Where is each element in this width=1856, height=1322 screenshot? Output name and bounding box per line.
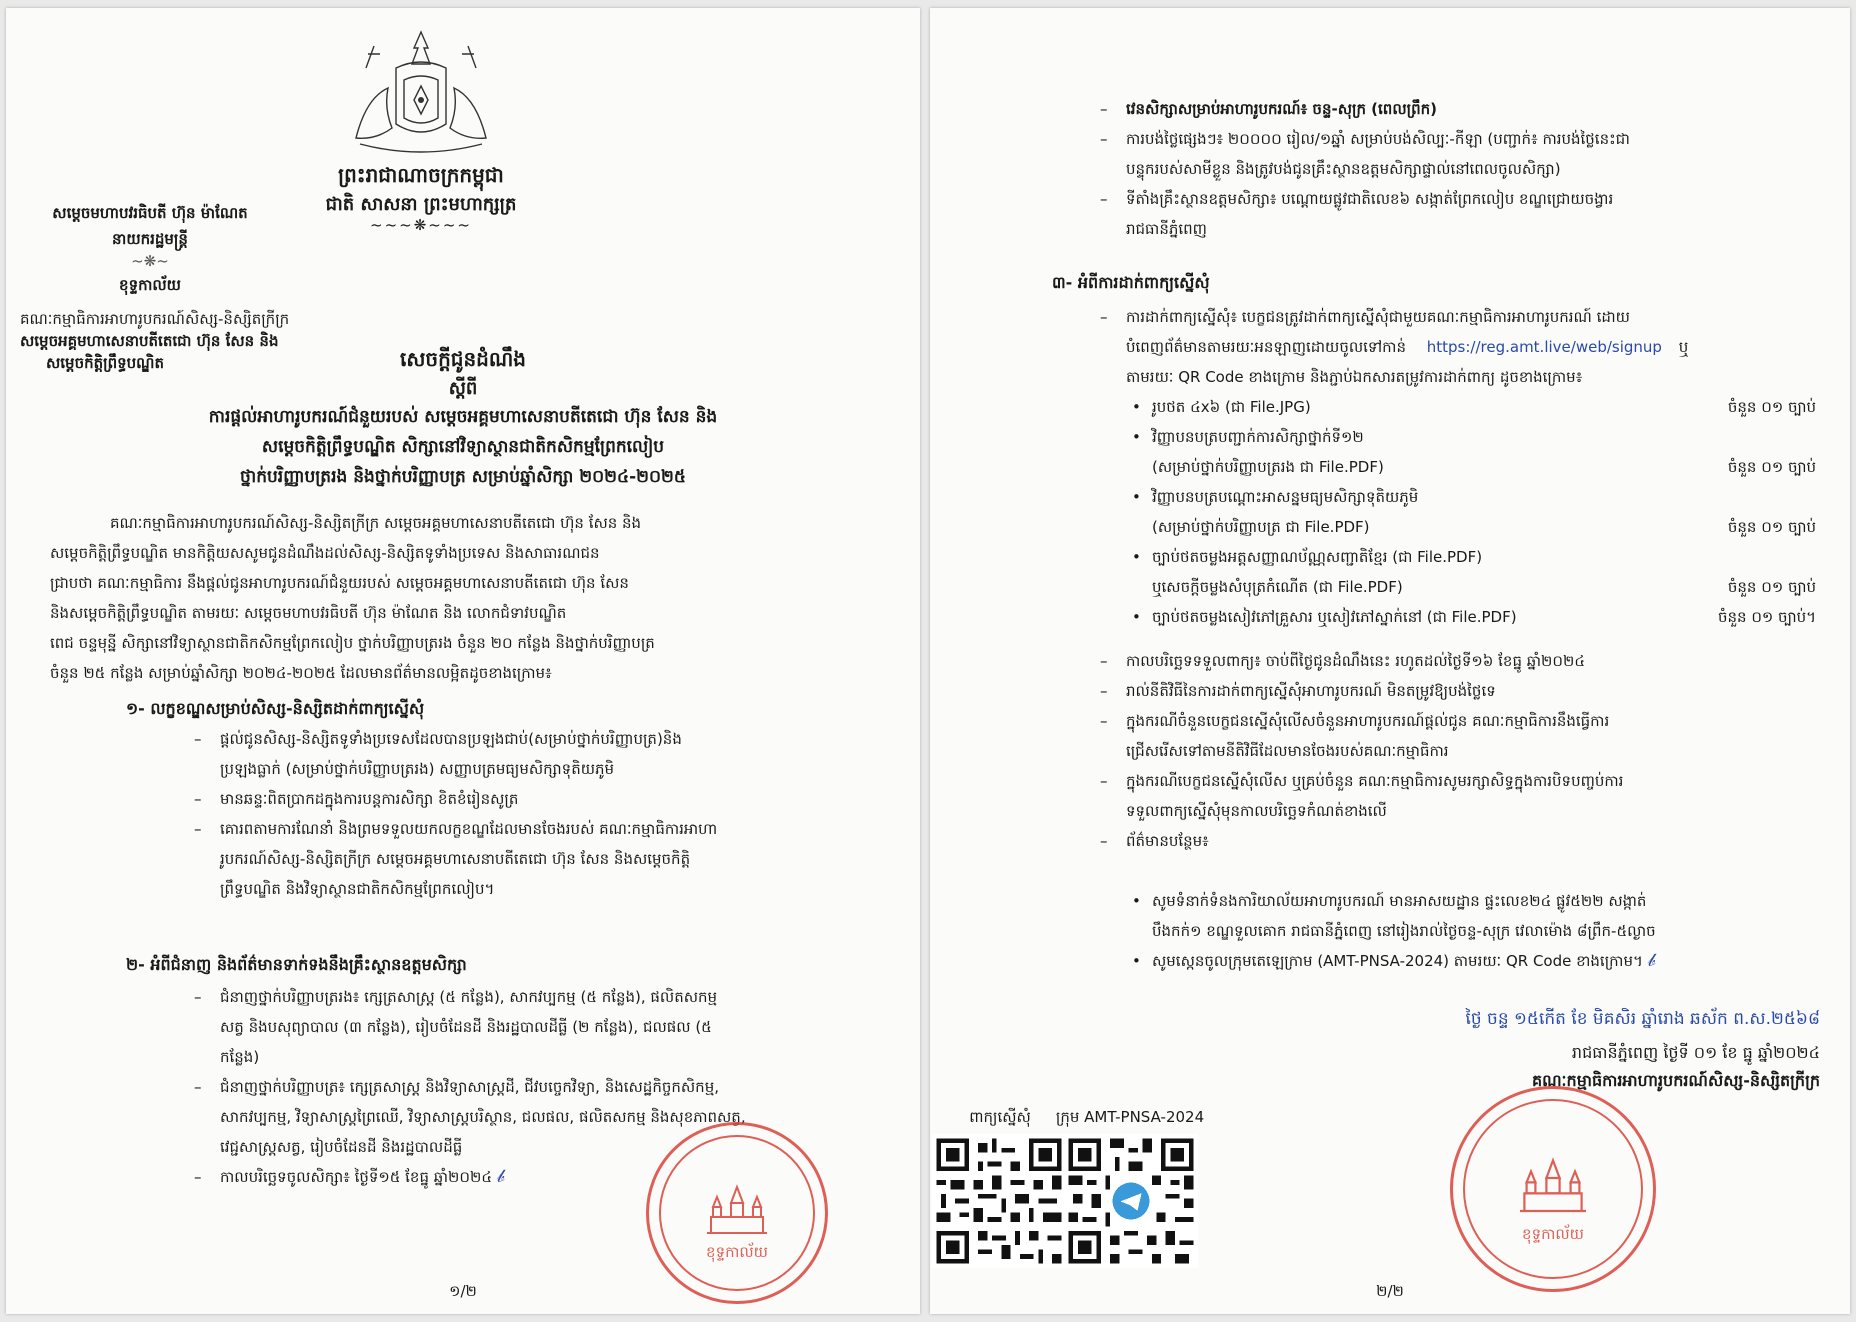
sender-line-5: សម្តេចអគ្គមហាសេនាបតីតេជោ ហ៊ុន សែន និង (20, 332, 279, 350)
qr-telegram-label: ក្រុម AMT-PNSA-2024 (1055, 1108, 1205, 1126)
apply-block (1100, 302, 1820, 392)
list-item (1100, 646, 1820, 676)
info-text: សូមស្កេនចូលក្រុមតេឡេក្រាម (AMT-PNSA-2024) តាមរយៈ QR Code ខាងក្រោម។ (1152, 952, 1643, 970)
sender-line-6: សម្តេចកិត្តិព្រឹទ្ធបណ្ឌិត (46, 354, 164, 372)
doc-item (1126, 542, 1816, 602)
doc-text: (សម្រាប់ថ្នាក់បរិញ្ញាបត្រ ជា File.PDF) (1152, 518, 1370, 536)
list-item (194, 724, 894, 784)
sender-line-1: សម្តេចមហាបវរធិបតី ហ៊ុន ម៉ាណែត (52, 204, 248, 222)
apply-link-line (1126, 332, 1820, 362)
qr-code-telegram-icon[interactable] (1064, 1134, 1198, 1268)
list-item-text: បំពេញព័ត៌មានតាមរយៈអនឡាញដោយចូលទៅកាន់ (1126, 338, 1406, 356)
notice-heading-3: ថ្នាក់បរិញ្ញាបត្ររង និងថ្នាក់បរិញ្ញាបត្រ សម្រាប់ឆ្នាំសិក្សា ២០២៤-២០២៥ (240, 467, 686, 487)
list-item-text: – ជំនាញថ្នាក់បរិញ្ញាបត្រ៖ ក្សេត្រសាស្ត្រ និងវិទ្យាសាស្ត្រដី, ជីវបច្ចេកវិទ្យា, និងសេដ្ឋកិច្ចកសិកម្ម, (220, 1078, 719, 1096)
info-text: • សូមទំនាក់ទំនងការិយាល័យអាហារូបករណ៍ មានអាសយដ្ឋាន ផ្ទះលេខ២៤ ផ្លូវ៥២២ សង្កាត់ (1152, 892, 1647, 910)
doc-text: (សម្រាប់ថ្នាក់បរិញ្ញាបត្ររង ជា File.PDF) (1152, 458, 1384, 476)
official-seal (646, 1122, 828, 1304)
sender-line-3: ខុទ្ទកាល័យ (119, 276, 181, 294)
doc-text: • ច្បាប់ថតចម្លងសៀវភៅគ្រួសារ ឬសៀវភៅស្នាក់នៅ (ជា File.PDF) (1152, 608, 1517, 626)
intro-paragraph (50, 508, 900, 688)
page-2 (930, 8, 1850, 1314)
list-item-text: – ការបង់ថ្លៃផ្សេងៗ៖ ២០០០០ រៀល/១ឆ្នាំ សម្រាប់បង់សិល្បៈ-កីឡា (បញ្ជាក់៖ ការបង់ថ្លៃនេះជា (1126, 130, 1630, 148)
page-1 (6, 8, 920, 1314)
list-item-text: ទទួលពាក្យស្នើសុំមុនកាលបរិច្ឆេទកំណត់ខាងលើ (1126, 802, 1387, 820)
qr-application-label: ពាក្យស្នើសុំ (969, 1108, 1031, 1126)
list-item-text: សត្វ និងបសុព្យាបាល (៣ កន្លែង), រៀបចំដែនដី និងរដ្ឋបាលដីធ្លី (២ កន្លែង), ជលផល (៥ (220, 1018, 712, 1036)
notice-heading-2: សម្តេចកិត្តិព្រឹទ្ធបណ្ឌិត សិក្សានៅវិទ្យាស្ថានជាតិកសិកម្មព្រែកលៀប (261, 437, 665, 457)
page-number: ១/២ (449, 1282, 477, 1300)
list-item-text: សាកវប្បកម្ម, វិទ្យាសាស្ត្រព្រៃឈើ, វិទ្យាសាស្ត្របរិស្ថាន, ជលផល, ផលិតសកម្ម និងសុខភាពសត្វ, (220, 1108, 746, 1126)
notice-subject: ស្តីពី (448, 378, 478, 399)
sender-ornament: ~❋~ (131, 252, 169, 270)
list-item-text: – វេនសិក្សាសម្រាប់អាហារូបករណ៍៖ ចន្ទ-សុក្រ (ពេលព្រឹក) (1126, 100, 1437, 118)
info-item (1126, 946, 1820, 976)
info-text: បឹងកក់១ ខណ្ឌទួលគោក រាជធានីភ្នំពេញ នៅរៀងរាល់ថ្ងៃចន្ទ-សុក្រ វេលាម៉ោង ៨ព្រឹក-៥ល្ងាច (1152, 922, 1656, 940)
intro-line: ជ្រាបថា គណៈកម្មាធិការ នឹងផ្តល់ជូនអាហារូបករណ៍ជំនួយរបស់ សម្តេចអគ្គមហាសេនាបតីតេជោ ហ៊ុន សែន (50, 574, 629, 592)
doc-text: • វិញ្ញាបនបត្របណ្តោះអាសន្នមធ្យមសិក្សាទុតិយភូមិ (1152, 488, 1419, 506)
list-item (1100, 124, 1820, 184)
doc-item (1126, 392, 1816, 422)
section-1-list (194, 724, 894, 904)
list-item (1100, 302, 1820, 392)
signatory: គណៈកម្មាធិការអាហារូបករណ៍សិស្ស-និស្សិតក្រីក្រ (1531, 1071, 1820, 1090)
ornament-divider: ~~~❋~~~ (370, 216, 472, 234)
list-item (1100, 826, 1820, 856)
doc-item (1126, 482, 1816, 542)
official-seal (1450, 1086, 1656, 1292)
intro-line: ពេជ ចន្ទមុន្នី សិក្សានៅវិទ្យាស្ថានជាតិកសិកម្មព្រែកលៀប ថ្នាក់បរិញ្ញាបត្ររង ចំនួន ២០ កន្លែង និងថ្នាក់បរិញ្ញាបត្រ (50, 634, 655, 652)
doc-qty: ចំនួន ០១ ច្បាប់ (1727, 398, 1816, 416)
kingdom-name: ព្រះរាជាណាចក្រកម្ពុជា (338, 163, 504, 187)
list-item-text: រូបករណ៍សិស្ស-និស្សិតក្រីក្រ សម្តេចអគ្គមហាសេនាបតីតេជោ ហ៊ុន សែន និងសម្តេចកិត្តិ (220, 850, 691, 868)
list-item (1100, 706, 1820, 766)
notice-heading-1: ការផ្តល់អាហារូបករណ៍ជំនួយរបស់ សម្តេចអគ្គមហាសេនាបតីតេជោ ហ៊ុន សែន និង (208, 407, 718, 427)
doc-text: • ច្បាប់ថតចម្លងអត្តសញ្ញាណប័ណ្ណសញ្ជាតិខ្មែរ (ជា File.PDF) (1152, 548, 1483, 566)
angkor-temple-icon (1508, 1156, 1598, 1222)
date-lunar: ថ្ងៃ ចន្ទ ១៥កើត ខែ មិគសិរ ឆ្នាំរោង ឆស័ក ព.ស.២៥៦៨ (1465, 1009, 1820, 1029)
list-item (1100, 676, 1820, 706)
royal-coat-of-arms-icon (336, 28, 506, 160)
list-item-text: – កាលបរិច្ឆេទទទួលពាក្យ៖ ចាប់ពីថ្ងៃជូនដំណឹងនេះ រហូតដល់ថ្ងៃទី១៦ ខែធ្នូ ឆ្នាំ២០២៤ (1126, 652, 1585, 670)
section-2-heading: ២- អំពីជំនាញ និងព័ត៌មានទាក់ទងនឹងគ្រឹះស្ថានឧត្តមសិក្សា (126, 955, 467, 974)
section-3-heading: ៣- អំពីការដាក់ពាក្យស្នើសុំ (1052, 273, 1210, 292)
intro-line: គណៈកម្មាធិការអាហារូបករណ៍សិស្ស-និស្សិតក្រីក្រ សម្តេចអគ្គមហាសេនាបតីតេជោ ហ៊ុន សែន និង (110, 514, 642, 532)
list-item-text: – ទីតាំងគ្រឹះស្ថានឧត្តមសិក្សា៖ បណ្តោយផ្លូវជាតិលេខ៦ សង្កាត់ព្រែកលៀប ខណ្ឌជ្រោយចង្វារ (1126, 190, 1614, 208)
doc-text: • វិញ្ញាបនបត្របញ្ជាក់ការសិក្សាថ្នាក់ទី១២ (1152, 428, 1364, 446)
kingdom-motto: ជាតិ សាសនា ព្រះមហាក្សត្រ (325, 194, 517, 215)
page-number: ២/២ (1376, 1282, 1404, 1300)
intro-line: សម្តេចកិត្តិព្រឹទ្ធបណ្ឌិត មានកិត្តិយសសូមជូនដំណឹងដល់សិស្ស-និស្សិតទូទាំងប្រទេស និងសាធារណជន (50, 544, 600, 562)
intro-line: និងសម្តេចកិត្តិព្រឹទ្ធបណ្ឌិត តាមរយៈ សម្តេចមហាបវរធិបតី ហ៊ុន ម៉ាណែត និង លោកជំទាវបណ្ឌិត (50, 604, 567, 622)
intro-line: ចំនួន ២៥ កន្លែង សម្រាប់ឆ្នាំសិក្សា ២០២៤-២០២៥ ដែលមានព័ត៌មានលម្អិតដូចខាងក្រោម៖ (50, 664, 552, 682)
qr-code-application-icon[interactable] (932, 1134, 1066, 1268)
list-item-text: – ជំនាញថ្នាក់បរិញ្ញាបត្ររង៖ ក្សេត្រសាស្ត្រ (៥ កន្លែង), សាកវប្បកម្ម (៥ កន្លែង), ផលិតសកម្ម (220, 988, 718, 1006)
notice-title: សេចក្តីជូនដំណឹង (400, 347, 526, 371)
or-text: ឬ (1678, 338, 1689, 356)
list-item (194, 784, 894, 814)
list-item (194, 814, 894, 904)
doc-qty: ចំនួន ០១ ច្បាប់ (1727, 518, 1816, 536)
list-item-text: កាលបរិច្ឆេទចូលសិក្សា៖ ថ្ងៃទី១៥ ខែធ្នូ ឆ្នាំ២០២៤ (220, 1168, 492, 1186)
list-item-text: រាជធានីភ្នំពេញ (1126, 220, 1207, 238)
details-list (1100, 94, 1820, 244)
doc-qty: ចំនួន ០១ ច្បាប់។ (1717, 608, 1816, 626)
list-item-text: វេជ្ជសាស្ត្រសត្វ, រៀបចំដែនដី និងរដ្ឋបាលដីធ្លី (220, 1138, 463, 1156)
list-item (1100, 184, 1820, 244)
list-item-text: – ការដាក់ពាក្យស្នើសុំ៖ បេក្ខជនត្រូវដាក់ពាក្យស្នើសុំជាមួយគណៈកម្មាធិការអាហារូបករណ៍ ដោយ (1126, 308, 1630, 326)
seal-label: ខុទ្ទកាល័យ (706, 1243, 768, 1261)
sender-line-4: គណៈកម្មាធិការអាហារូបករណ៍សិស្ស-និស្សិតក្រីក្រ (20, 310, 290, 328)
list-item-text: ប្រឡងធ្លាក់ (សម្រាប់ថ្នាក់បរិញ្ញាបត្ររង) សញ្ញាបត្រមធ្យមសិក្សាទុតិយភូមិ (220, 760, 615, 778)
section-1-heading: ១- លក្ខខណ្ឌសម្រាប់សិស្ស-និស្សិតដាក់ពាក្យស្នើសុំ (126, 699, 425, 718)
initial-mark-icon: 𝒷 (1647, 950, 1656, 971)
initial-mark-icon: 𝒷 (496, 1166, 505, 1187)
more-info-list (1126, 886, 1820, 976)
list-item-text: កន្លែង) (220, 1048, 260, 1066)
seal-label: ខុទ្ទកាល័យ (1522, 1225, 1584, 1243)
list-item-text: – ផ្តល់ជូនសិស្ស-និស្សិតទូទាំងប្រទេសដែលបានប្រឡងជាប់(សម្រាប់ថ្នាក់បរិញ្ញាបត្រ)និង (220, 730, 682, 748)
list-item-text: ព្រឹទ្ធបណ្ឌិត និងវិទ្យាស្ថានជាតិកសិកម្មព្រែកលៀប។ (220, 880, 495, 898)
required-docs-list (1126, 392, 1816, 632)
doc-item (1126, 602, 1816, 632)
list-item-text: បន្ទុករបស់សាមីខ្លួន និងត្រូវបង់ជូនគ្រឹះស្ថានឧត្តមសិក្សាផ្ទាល់នៅពេលចូលសិក្សា) (1126, 160, 1561, 178)
list-item-text: – មានឆន្ទៈពិតប្រាកដក្នុងការបន្តការសិក្សា ខិតខំរៀនសូត្រ (220, 790, 519, 808)
list-item (194, 982, 894, 1072)
apply-notes-list (1100, 646, 1820, 856)
list-item-text: – ក្នុងករណីបេក្ខជនស្នើសុំលើស ឬគ្រប់ចំនួន គណៈកម្មាធិការសូមរក្សាសិទ្ធក្នុងការបិទបញ្ចប់ការ (1126, 772, 1624, 790)
info-item (1126, 886, 1820, 946)
signup-link[interactable]: https://reg.amt.live/web/signup (1426, 338, 1662, 356)
date-solar: រាជធានីភ្នំពេញ ថ្ងៃទី ០១ ខែ ធ្នូ ឆ្នាំ២០២៤ (1571, 1043, 1820, 1062)
list-item (1100, 94, 1820, 124)
list-item-text: – ព័ត៌មានបន្ថែម៖ (1126, 832, 1209, 850)
doc-item (1126, 422, 1816, 482)
doc-qty: ចំនួន ០១ ច្បាប់ (1727, 458, 1816, 476)
list-item-text: ជ្រើសរើសទៅតាមនីតិវិធីដែលមានចែងរបស់គណៈកម្មាធិការ (1126, 742, 1449, 760)
doc-qty: ចំនួន ០១ ច្បាប់ (1727, 578, 1816, 596)
list-item (1100, 766, 1820, 826)
list-item-text: – គោរពតាមការណែនាំ និងព្រមទទួលយកលក្ខខណ្ឌដែលមានចែងរបស់ គណៈកម្មាធិការអាហា (220, 820, 718, 838)
list-item-text: – រាល់នីតិវិធីនៃការដាក់ពាក្យស្នើសុំអាហារូបករណ៍ មិនតម្រូវឱ្យបង់ថ្លៃទេ (1126, 682, 1496, 700)
doc-text: ឬសេចក្តីចម្លងសំបុត្រកំណើត (ជា File.PDF) (1152, 578, 1403, 596)
list-item-text: – ក្នុងករណីចំនួនបេក្ខជនស្នើសុំលើសចំនួនអាហារូបករណ៍ផ្តល់ជូន គណៈកម្មាធិការនឹងធ្វើការ (1126, 712, 1610, 730)
doc-text: • រូបថត ៤x៦ (ជា File.JPG) (1152, 398, 1311, 416)
angkor-temple-icon (697, 1183, 777, 1243)
sender-line-2: នាយករដ្ឋមន្ត្រី (112, 230, 188, 248)
list-item-text: តាមរយៈ QR Code ខាងក្រោម និងភ្ជាប់ឯកសារតម្រូវការដាក់ពាក្យ ដូចខាងក្រោម៖ (1126, 368, 1583, 386)
